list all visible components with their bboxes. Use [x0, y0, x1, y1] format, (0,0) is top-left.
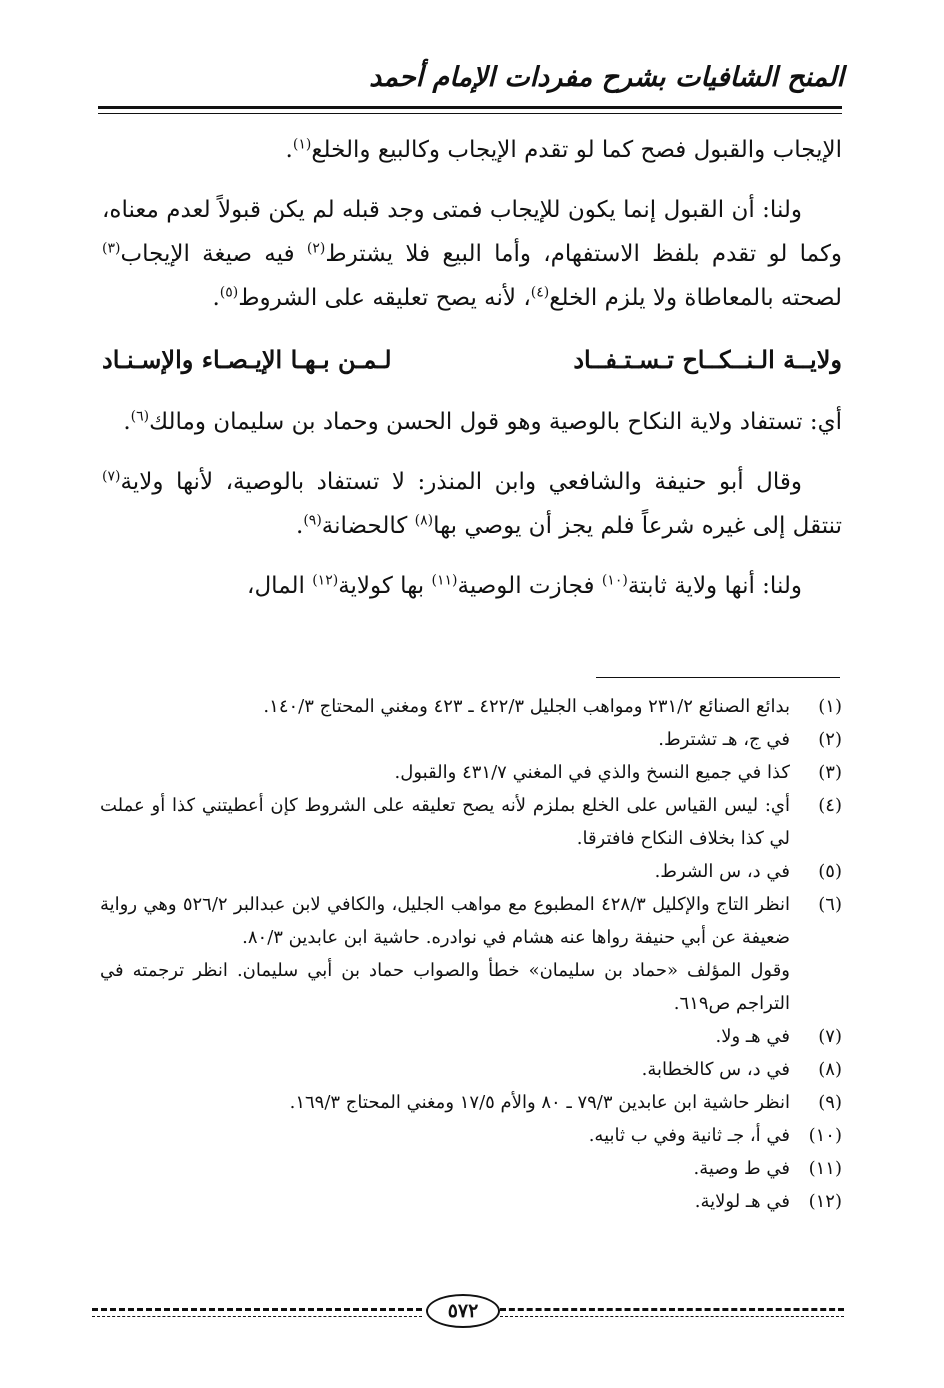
footnote-ref[interactable]: (١٠) [601, 572, 628, 589]
paragraph-3: أي: تستفاد ولاية النكاح بالوصية وهو قول الحسن وحماد بن سليمان ومالك$^{(٦)}$. [123, 408, 842, 435]
footnote-6-continuation: وقول المؤلف «حماد بن سليمان» خطأ والصواب حماد بن أبي سليمان. انظر ترجمته في التراجم ص٦١٩. [100, 960, 790, 1014]
footnote-5: (٥) في د، س الشرط. [654, 861, 842, 882]
footnote-7: (٧) في هـ ولا. [715, 1026, 842, 1047]
running-header: المنح الشافيات بشرح مفردات الإمام أحمد [369, 62, 844, 93]
footnote-ref[interactable]: (٦) [130, 408, 150, 425]
footnote-8: (٨) في د، س كالخطابة. [641, 1059, 842, 1080]
paragraph-4: وقال أبو حنيفة والشافعي وابن المنذر: لا تستفاد بالوصية، لأنها ولاية$^{(٧)}$ تنتقل إلى غيره شرعاً فلم يجز أن يوصي بها$^{(٨)}$ كالحضانة$^{(٩)}$. [102, 468, 842, 539]
header-rule-thin [98, 113, 842, 114]
footnote-ref[interactable]: (١١) [431, 572, 458, 589]
footnote-ref[interactable]: (٩) [303, 512, 322, 529]
footnote-ref[interactable]: (٧) [102, 468, 121, 485]
footer-dashed-rule-left-thin [92, 1316, 422, 1317]
footnote-ref[interactable]: (٢) [306, 240, 326, 257]
footnote-12: (١٢) في هـ لولاية. [694, 1191, 842, 1212]
verse-first-hemistich: ولايــة الـنــكــاح تـسـتـفــاد [573, 345, 842, 374]
header-rule [98, 106, 842, 109]
footnote-10: (١٠) في أ، جـ ثانية وفي ب ثابيه. [588, 1125, 842, 1146]
verse-line [102, 338, 842, 382]
footnote-ref[interactable]: (٤) [530, 284, 550, 301]
footnote-2: (٢) في ج، هـ تشترط. [658, 729, 842, 750]
main-text [102, 128, 842, 624]
paragraph-1: الإيجاب والقبول فصح كما لو تقدم الإيجاب وكالبيع والخلع$^{(١)}$. [285, 136, 842, 163]
footnotes [100, 690, 842, 1218]
paragraph-2: ولنا: أن القبول إنما يكون للإيجاب فمتى وجد قبله لم يكن قبولاً لعدم معناه، وكما لو تقدم بلفظ الاستفهام، وأما البيع فلا يشترط$^{(٢)}$ فيه صيغة الإيجاب$^{(٣)}$ لصحته بالمعاطاة ولا يلزم الخلع$^{(٤)}$، لأنه يصح تعليقه على الشروط$^{(٥)}$. [102, 197, 842, 311]
footnote-6: (٦) انظر التاج والإكليل ٤٢٨/٣ المطبوع مع مواهب الجليل، والكافي لابن عبدالبر ٥٢٦/٢ وهي رواية ضعيفة عن أبي حنيفة رواها عنه هشام في نوادره. حاشية ابن عابدين ٨٠/٣. [100, 894, 842, 948]
footnote-ref[interactable]: (١) [292, 136, 312, 153]
page-number: ٥٧٢ [426, 1294, 500, 1328]
footnote-4: (٤) أي: ليس القياس على الخلع بملزم لأنه يصح تعليقه على الشروط كإن أعطيتني كذا أو عملت لي كذا بخلاف النكاح فافترقا. [100, 795, 842, 849]
verse-second-hemistich: لـمـن بـهـا الإيـصـاء والإسـنـاد [102, 345, 392, 374]
footnote-3: (٣) كذا في جميع النسخ والذي في المغني ٤٣١/٧ والقبول. [394, 762, 842, 783]
footnote-1: (١) بدائع الصنائع ٢٣١/٢ ومواهب الجليل ٤٢٢/٣ ـ ٤٢٣ ومغني المحتاج ١٤٠/٣. [263, 696, 842, 717]
paragraph-5: ولنا: أنها ولاية ثابتة$^{(١٠)}$ فجازت الوصية$^{(١١)}$ بها كولاية$^{(١٢)}$ المال، [247, 572, 802, 599]
footnote-ref[interactable]: (٨) [414, 512, 434, 529]
footnote-ref[interactable]: (٥) [219, 284, 239, 301]
footnote-ref[interactable]: (١٢) [312, 572, 339, 589]
footnote-11: (١١) في ط وصية. [693, 1158, 842, 1179]
footnote-separator [596, 677, 840, 678]
footer-dashed-rule-right [500, 1308, 844, 1311]
footer-dashed-rule-right-thin [500, 1316, 844, 1317]
footer-dashed-rule-left [92, 1308, 422, 1311]
footnote-9: (٩) انظر حاشية ابن عابدين ٧٩/٣ ـ ٨٠ والأم ١٧/٥ ومغني المحتاج ١٦٩/٣. [289, 1092, 842, 1113]
page-footer [92, 1296, 844, 1326]
footnote-ref[interactable]: (٣) [102, 240, 121, 257]
